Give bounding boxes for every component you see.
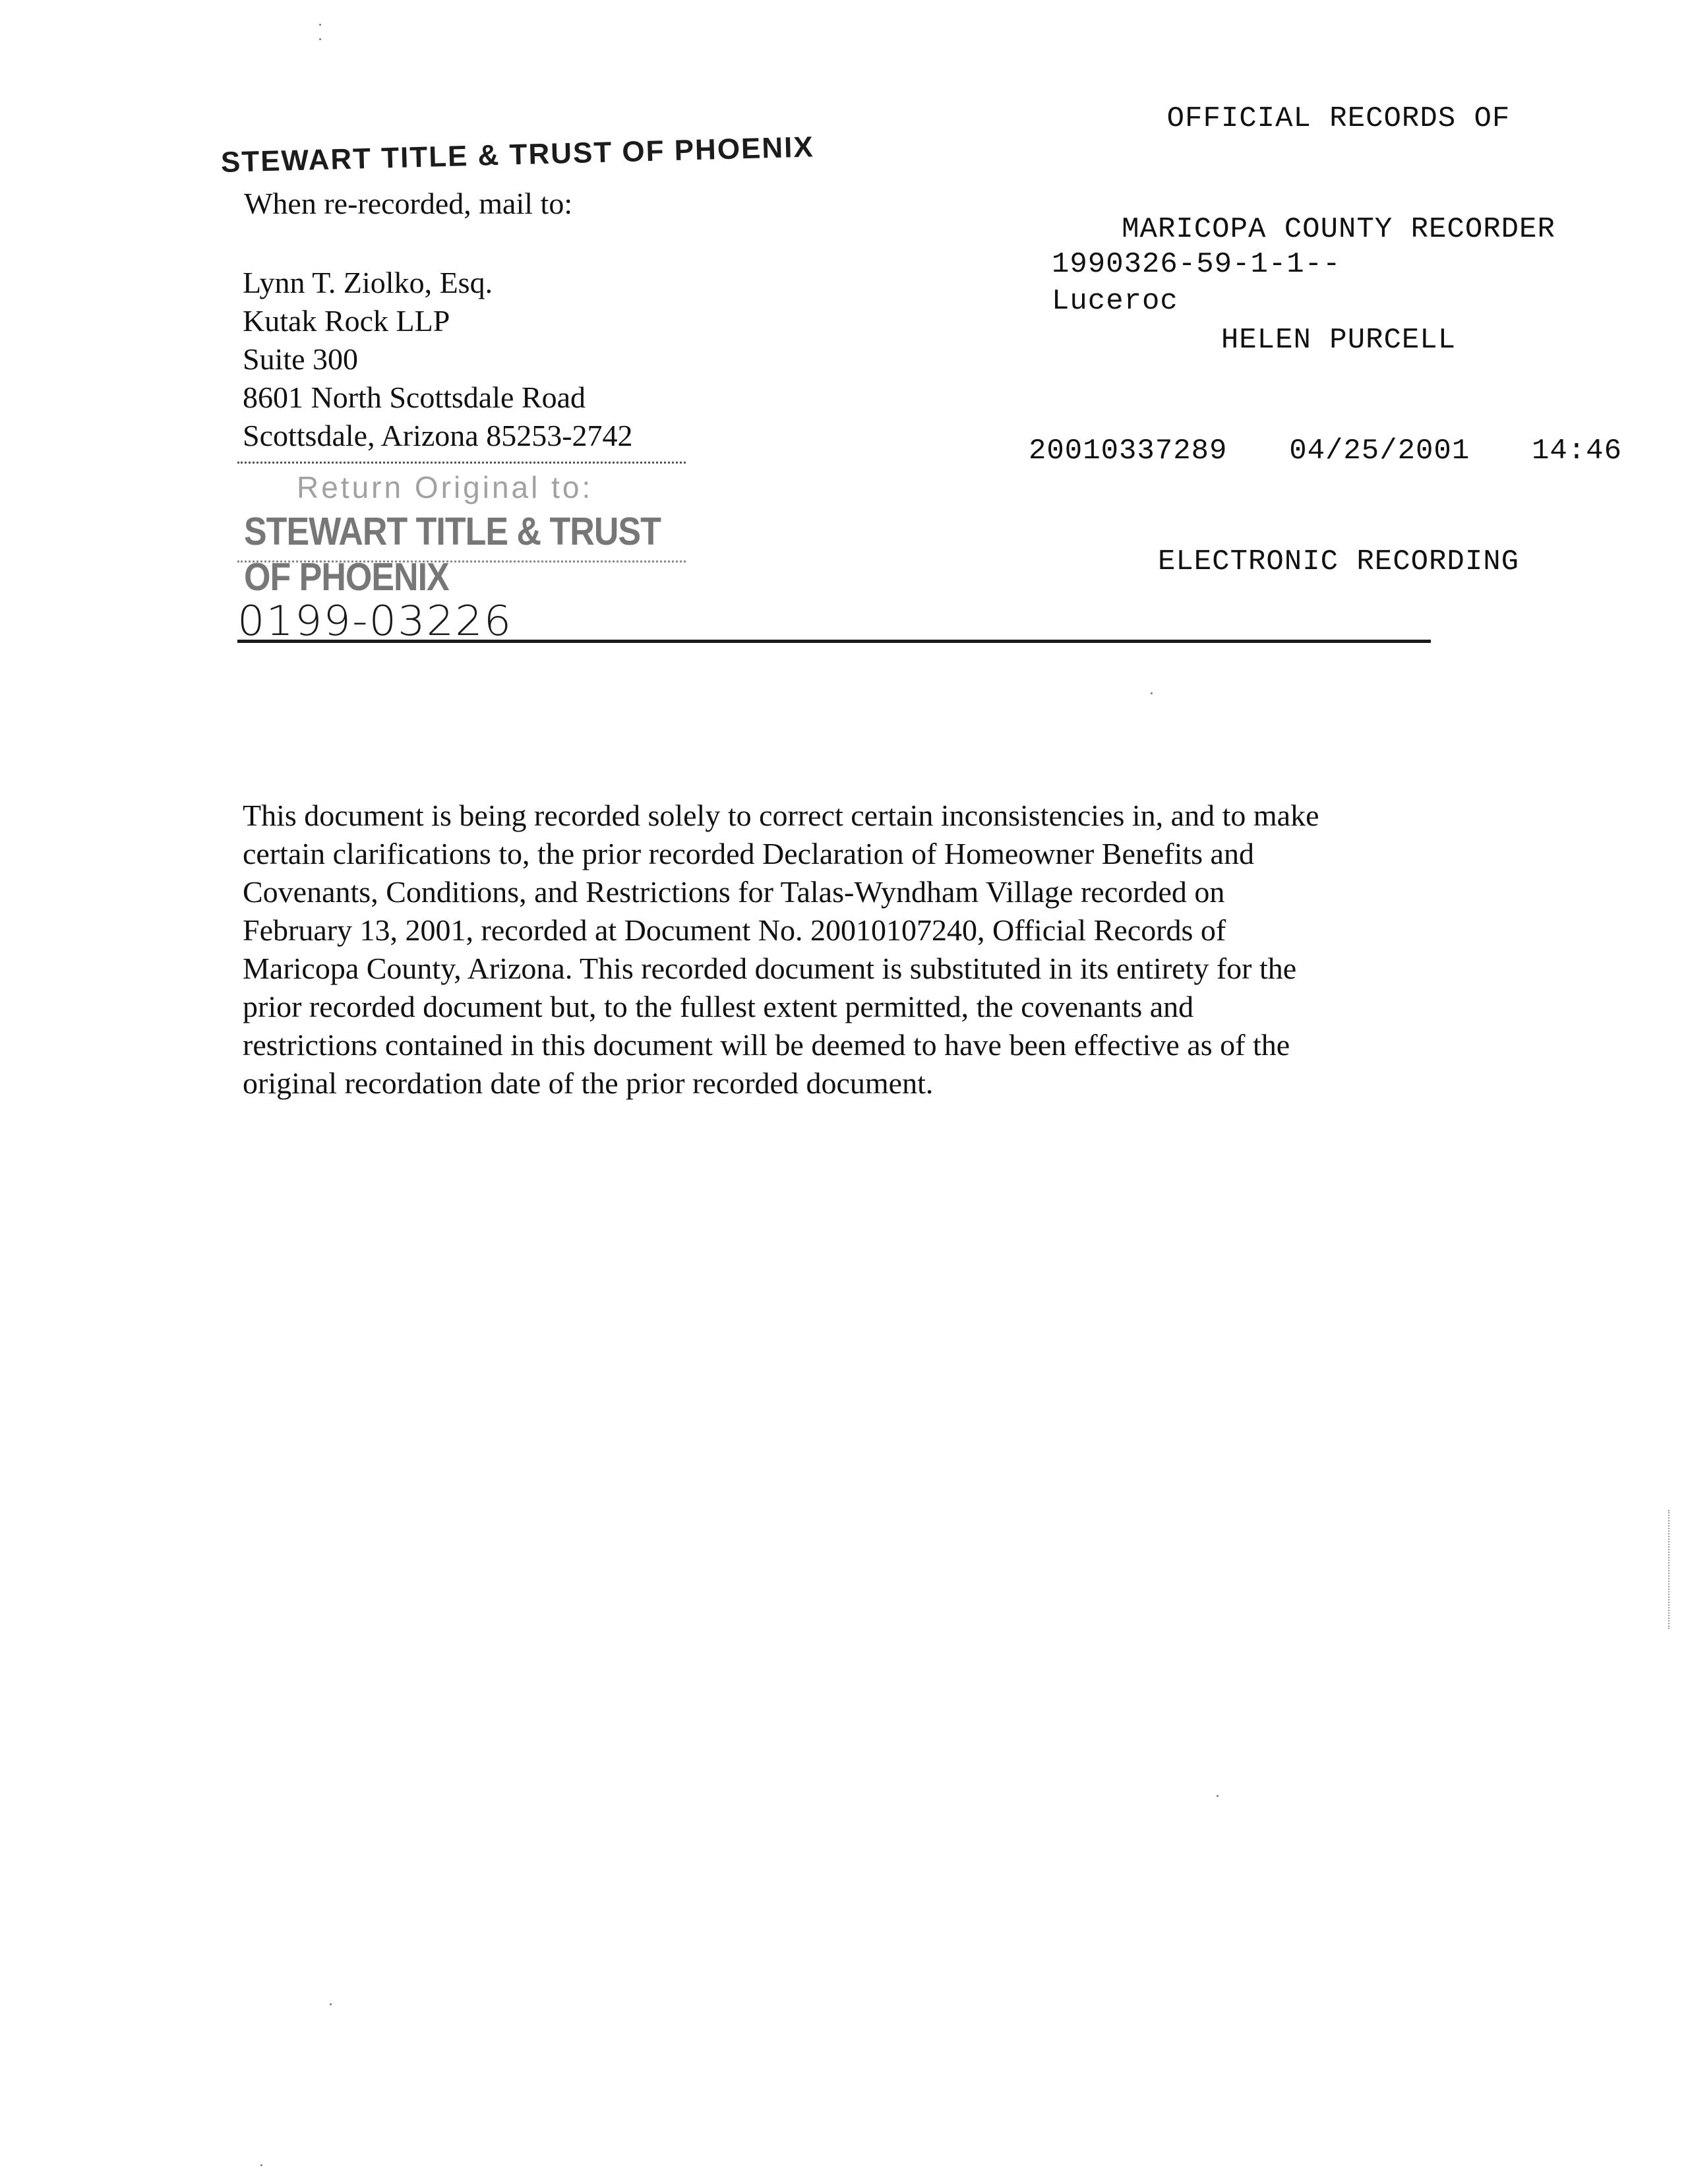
recorder-header-line-1: OFFICIAL RECORDS OF — [1166, 102, 1511, 135]
scan-speck — [319, 24, 321, 26]
address-line-street: 8601 North Scottsdale Road — [243, 380, 586, 414]
recording-time: 14:46 — [1531, 435, 1622, 468]
return-stamp-line-2: STEWART TITLE & TRUST OF PHOENIX — [244, 510, 661, 599]
return-original-stamp — [244, 470, 692, 599]
recording-info-line — [1029, 433, 1622, 470]
address-line-suite: Suite 300 — [243, 342, 359, 376]
recorder-header-line-3: HELEN PURCELL — [1221, 324, 1457, 357]
body-line: certain clarifications to, the prior recorded Declaration of Homeowner Benefits and — [243, 837, 1254, 870]
recording-date: 04/25/2001 — [1289, 435, 1470, 468]
scan-speck — [1151, 692, 1153, 694]
stamp-top-border — [237, 462, 686, 464]
scan-speck — [319, 38, 321, 40]
body-line: original recordation date of the prior recorded document. — [243, 1066, 934, 1100]
body-line: February 13, 2001, recorded at Document No. 20010107240, Official Records of — [243, 913, 1226, 947]
recording-type: ELECTRONIC RECORDING — [1157, 545, 1520, 578]
header-divider — [237, 640, 1431, 643]
mail-to-heading: When re-recorded, mail to: — [244, 187, 573, 220]
handwritten-file-number: 0199-03226 — [237, 597, 513, 645]
return-stamp-line-1: Return Original to: — [297, 470, 593, 504]
recorder-header — [1029, 26, 1635, 617]
reference-number: 1990326-59-1-1-- — [1052, 248, 1341, 281]
body-line: Covenants, Conditions, and Restrictions for Talas-Wyndham Village recorded on — [243, 875, 1225, 909]
scan-speck — [260, 2164, 262, 2166]
scan-edge-marks — [1668, 1510, 1671, 1629]
recorder-header-line-2: MARICOPA COUNTY RECORDER — [1122, 213, 1555, 246]
body-line: This document is being recorded solely to correct certain inconsistencies in, and to make — [243, 799, 1319, 832]
body-line: Maricopa County, Arizona. This recorded document is substituted in its entirety for the — [243, 952, 1297, 985]
title-company-stamp: STEWART TITLE & TRUST OF PHOENIX — [220, 131, 815, 179]
stamp-bottom-border — [237, 561, 686, 562]
mail-to-address — [243, 264, 633, 455]
scan-speck — [330, 2003, 332, 2005]
reference-name: Luceroc — [1052, 285, 1178, 318]
recorder-reference — [1052, 246, 1341, 320]
scan-speck — [1217, 1795, 1219, 1797]
address-line-city: Scottsdale, Arizona 85253-2742 — [243, 419, 633, 452]
body-line: prior recorded document but, to the fullest extent permitted, the covenants and — [243, 990, 1194, 1023]
address-line-name: Lynn T. Ziolko, Esq. — [243, 266, 493, 299]
body-line: restrictions contained in this document will be deemed to have been effective as of the — [243, 1028, 1290, 1062]
body-paragraph — [243, 797, 1449, 1103]
recording-number: 20010337289 — [1029, 435, 1228, 468]
address-line-firm: Kutak Rock LLP — [243, 304, 450, 338]
